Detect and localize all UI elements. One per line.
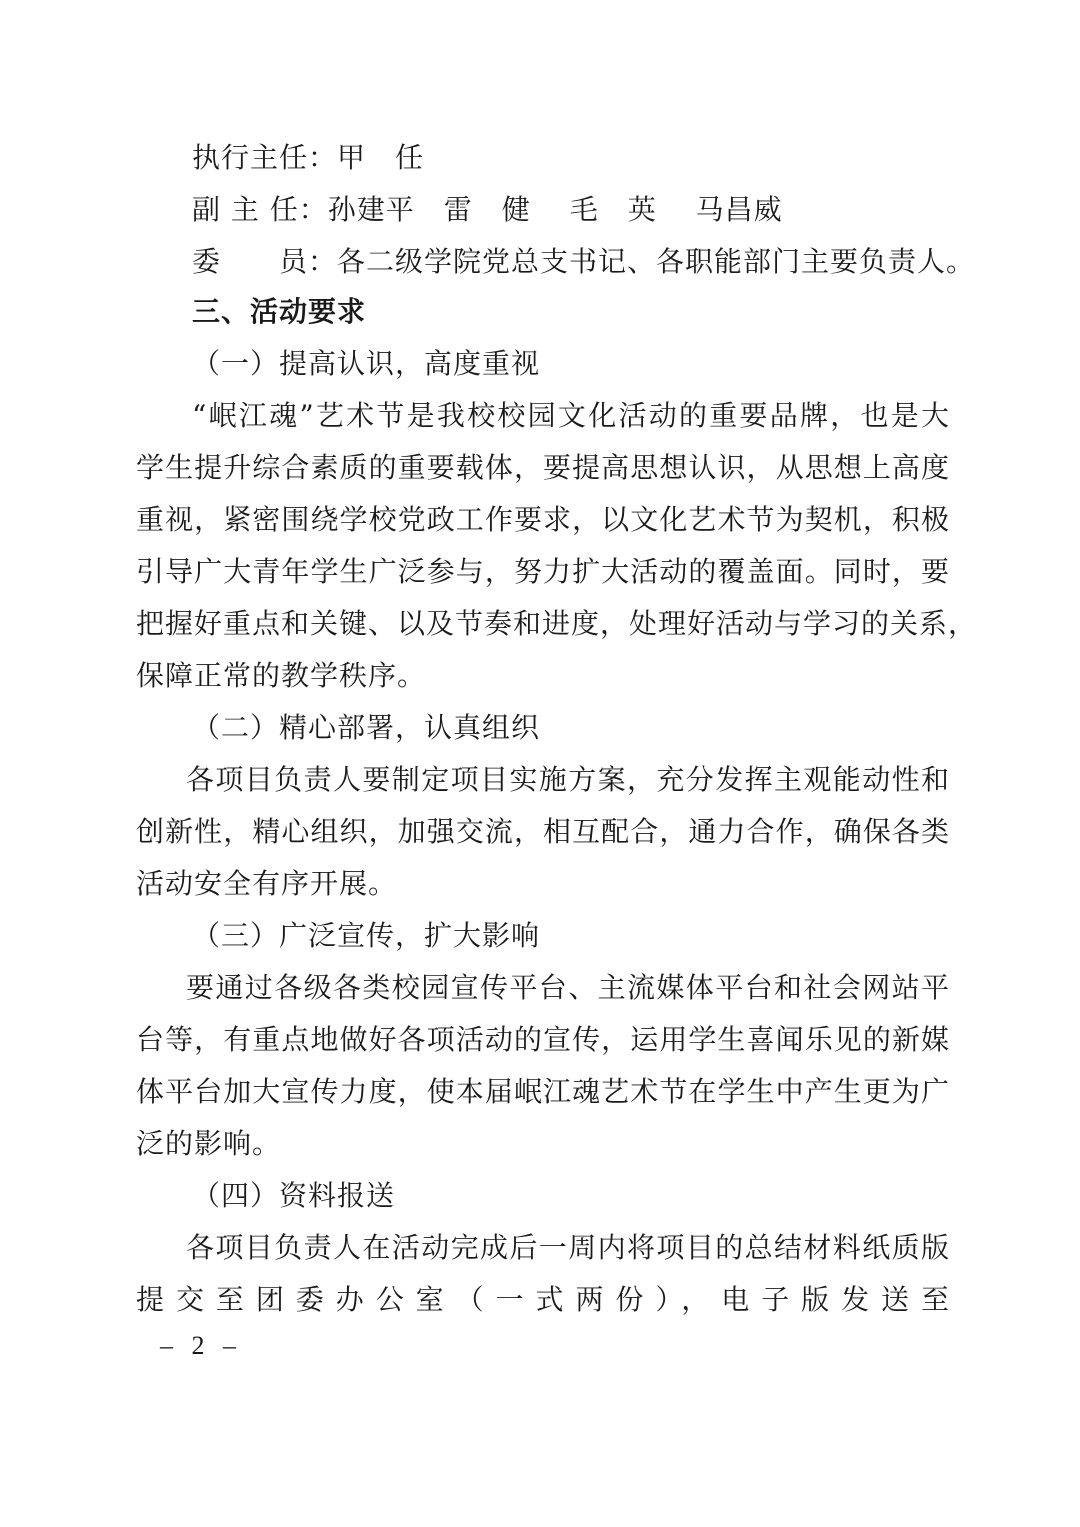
- page-number: – 2 –: [160, 1331, 242, 1360]
- sub4-paragraph-line: 各项目负责人在活动完成后一周内将项目的总结材料纸质版: [186, 1231, 950, 1264]
- sub1-paragraph-line: 把握好重点和关键、以及节奏和进度，处理好活动与学习的关系，: [136, 607, 978, 640]
- sub1-paragraph-line: 引导广大青年学生广泛参与，努力扩大活动的覆盖面。同时，要: [136, 555, 950, 588]
- section-title: 三、活动要求: [192, 295, 367, 328]
- sub2-heading: （二）精心部署，认真组织: [192, 711, 541, 744]
- sub2-paragraph-line: 各项目负责人要制定项目实施方案，充分发挥主观能动性和: [186, 763, 950, 796]
- sub1-paragraph-line: “岷江魂”艺术节是我校校园文化活动的重要品牌，也是大: [192, 399, 950, 432]
- committee-executive-director: 执行主任：甲 任: [192, 141, 425, 174]
- sub2-paragraph-line: 活动安全有序开展。: [136, 867, 398, 900]
- committee-members: 委 员：各二级学院党总支书记、各职能部门主要负责人。: [192, 245, 976, 278]
- sub1-heading: （一）提高认识，高度重视: [192, 347, 541, 380]
- sub1-paragraph-line: 重视，紧密围绕学校党政工作要求，以文化艺术节为契机，积极: [136, 503, 950, 536]
- sub4-heading: （四）资料报送: [192, 1179, 396, 1212]
- sub3-paragraph-line: 要通过各级各类校园宣传平台、主流媒体平台和社会网站平: [186, 971, 950, 1004]
- sub3-paragraph-line: 泛的影响。: [136, 1127, 282, 1160]
- sub1-paragraph-line: 保障正常的教学秩序。: [136, 659, 427, 692]
- sub3-paragraph-line: 体平台加大宣传力度，使本届岷江魂艺术节在学生中产生更为广: [136, 1075, 950, 1108]
- sub4-paragraph-line: 提交至团委办公室（一式两份），电子版发送至: [136, 1283, 950, 1316]
- committee-deputy-director: 副 主 任：孙建平 雷 健 毛 英 马昌威: [192, 193, 783, 226]
- sub3-paragraph-line: 台等，有重点地做好各项活动的宣传，运用学生喜闻乐见的新媒: [136, 1023, 950, 1056]
- sub1-paragraph-line: 学生提升综合素质的重要载体，要提高思想认识，从思想上高度: [136, 451, 950, 484]
- sub3-heading: （三）广泛宣传，扩大影响: [192, 919, 541, 952]
- sub2-paragraph-line: 创新性，精心组织，加强交流，相互配合，通力合作，确保各类: [136, 815, 950, 848]
